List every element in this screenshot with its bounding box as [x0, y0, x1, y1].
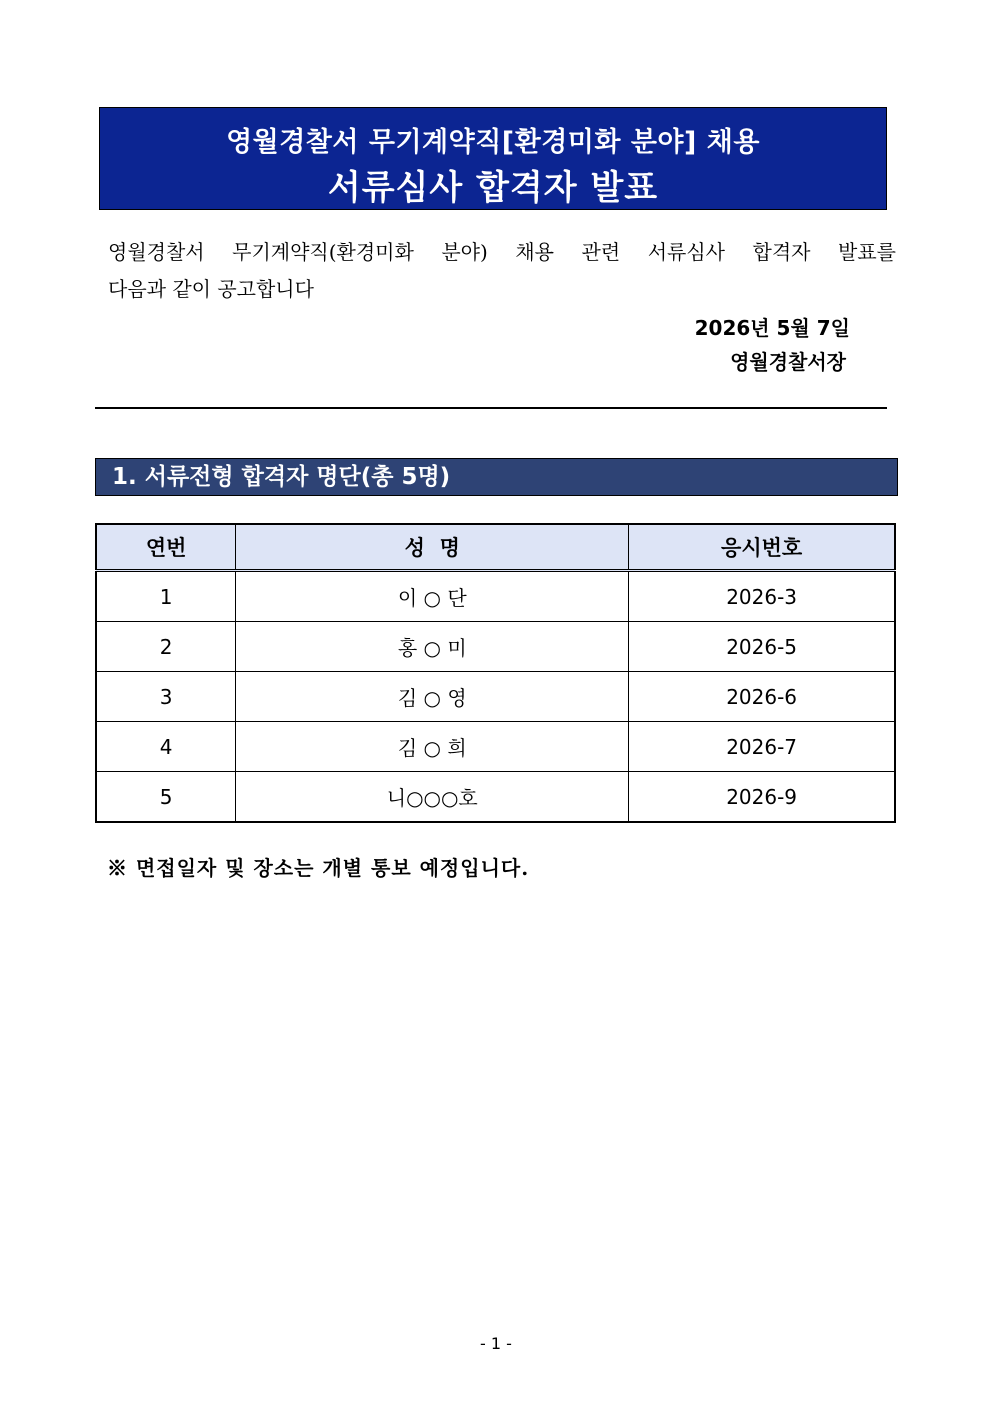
table-row — [96, 722, 895, 772]
intro-line-1 — [108, 234, 896, 271]
header-name: 성 명 — [236, 524, 629, 571]
section-divider — [95, 407, 887, 409]
row-name: 김 ○ 희 — [236, 722, 629, 772]
intro-word: 영월경찰서 — [108, 240, 205, 264]
row-name: 홍 ○ 미 — [236, 622, 629, 672]
results-table — [95, 523, 896, 823]
row-no: 5 — [96, 772, 236, 823]
notice-text: ※ 면접일자 및 장소는 개별 통보 예정입니다. — [107, 856, 530, 880]
intro-word: 합격자 — [752, 240, 811, 264]
table-row — [96, 622, 895, 672]
row-no: 4 — [96, 722, 236, 772]
row-exam-no: 2026-5 — [629, 622, 895, 672]
title-line-2: 서류심사 합격자 발표 — [327, 168, 659, 208]
announcement-date: 2026년 5월 7일 — [694, 316, 850, 340]
row-exam-no: 2026-3 — [629, 571, 895, 622]
intro-word: 채용 — [515, 240, 554, 264]
row-no: 3 — [96, 672, 236, 722]
page-number: - 1 - — [480, 1334, 512, 1353]
intro-word: 관련 — [581, 240, 621, 264]
intro-paragraph — [108, 234, 896, 308]
row-name: 니○○○호 — [236, 772, 629, 823]
row-exam-no: 2026-6 — [629, 672, 895, 722]
row-exam-no: 2026-7 — [629, 722, 895, 772]
title-line-1: 영월경찰서 무기계약직[환경미화 분야] 채용 — [226, 127, 760, 158]
table-header-row — [96, 524, 895, 571]
row-no: 2 — [96, 622, 236, 672]
header-exam-no: 응시번호 — [629, 524, 895, 571]
row-name: 김 ○ 영 — [236, 672, 629, 722]
intro-word: 분야) — [441, 240, 488, 264]
row-exam-no: 2026-9 — [629, 772, 895, 823]
row-no: 1 — [96, 571, 236, 622]
issuer-name: 영월경찰서장 — [730, 350, 846, 374]
table-row — [96, 672, 895, 722]
table-row — [96, 571, 895, 622]
section-title: 1. 서류전형 합격자 명단(총 5명) — [95, 458, 898, 496]
intro-line-2: 다음과 같이 공고합니다 — [108, 277, 314, 301]
row-name: 이 ○ 단 — [236, 571, 629, 622]
title-banner — [99, 107, 887, 210]
intro-word: 무기계약직(환경미화 — [232, 240, 414, 264]
intro-word: 서류심사 — [647, 240, 725, 264]
intro-word: 발표를 — [838, 240, 896, 264]
table-row — [96, 772, 895, 823]
header-no: 연번 — [96, 524, 236, 571]
